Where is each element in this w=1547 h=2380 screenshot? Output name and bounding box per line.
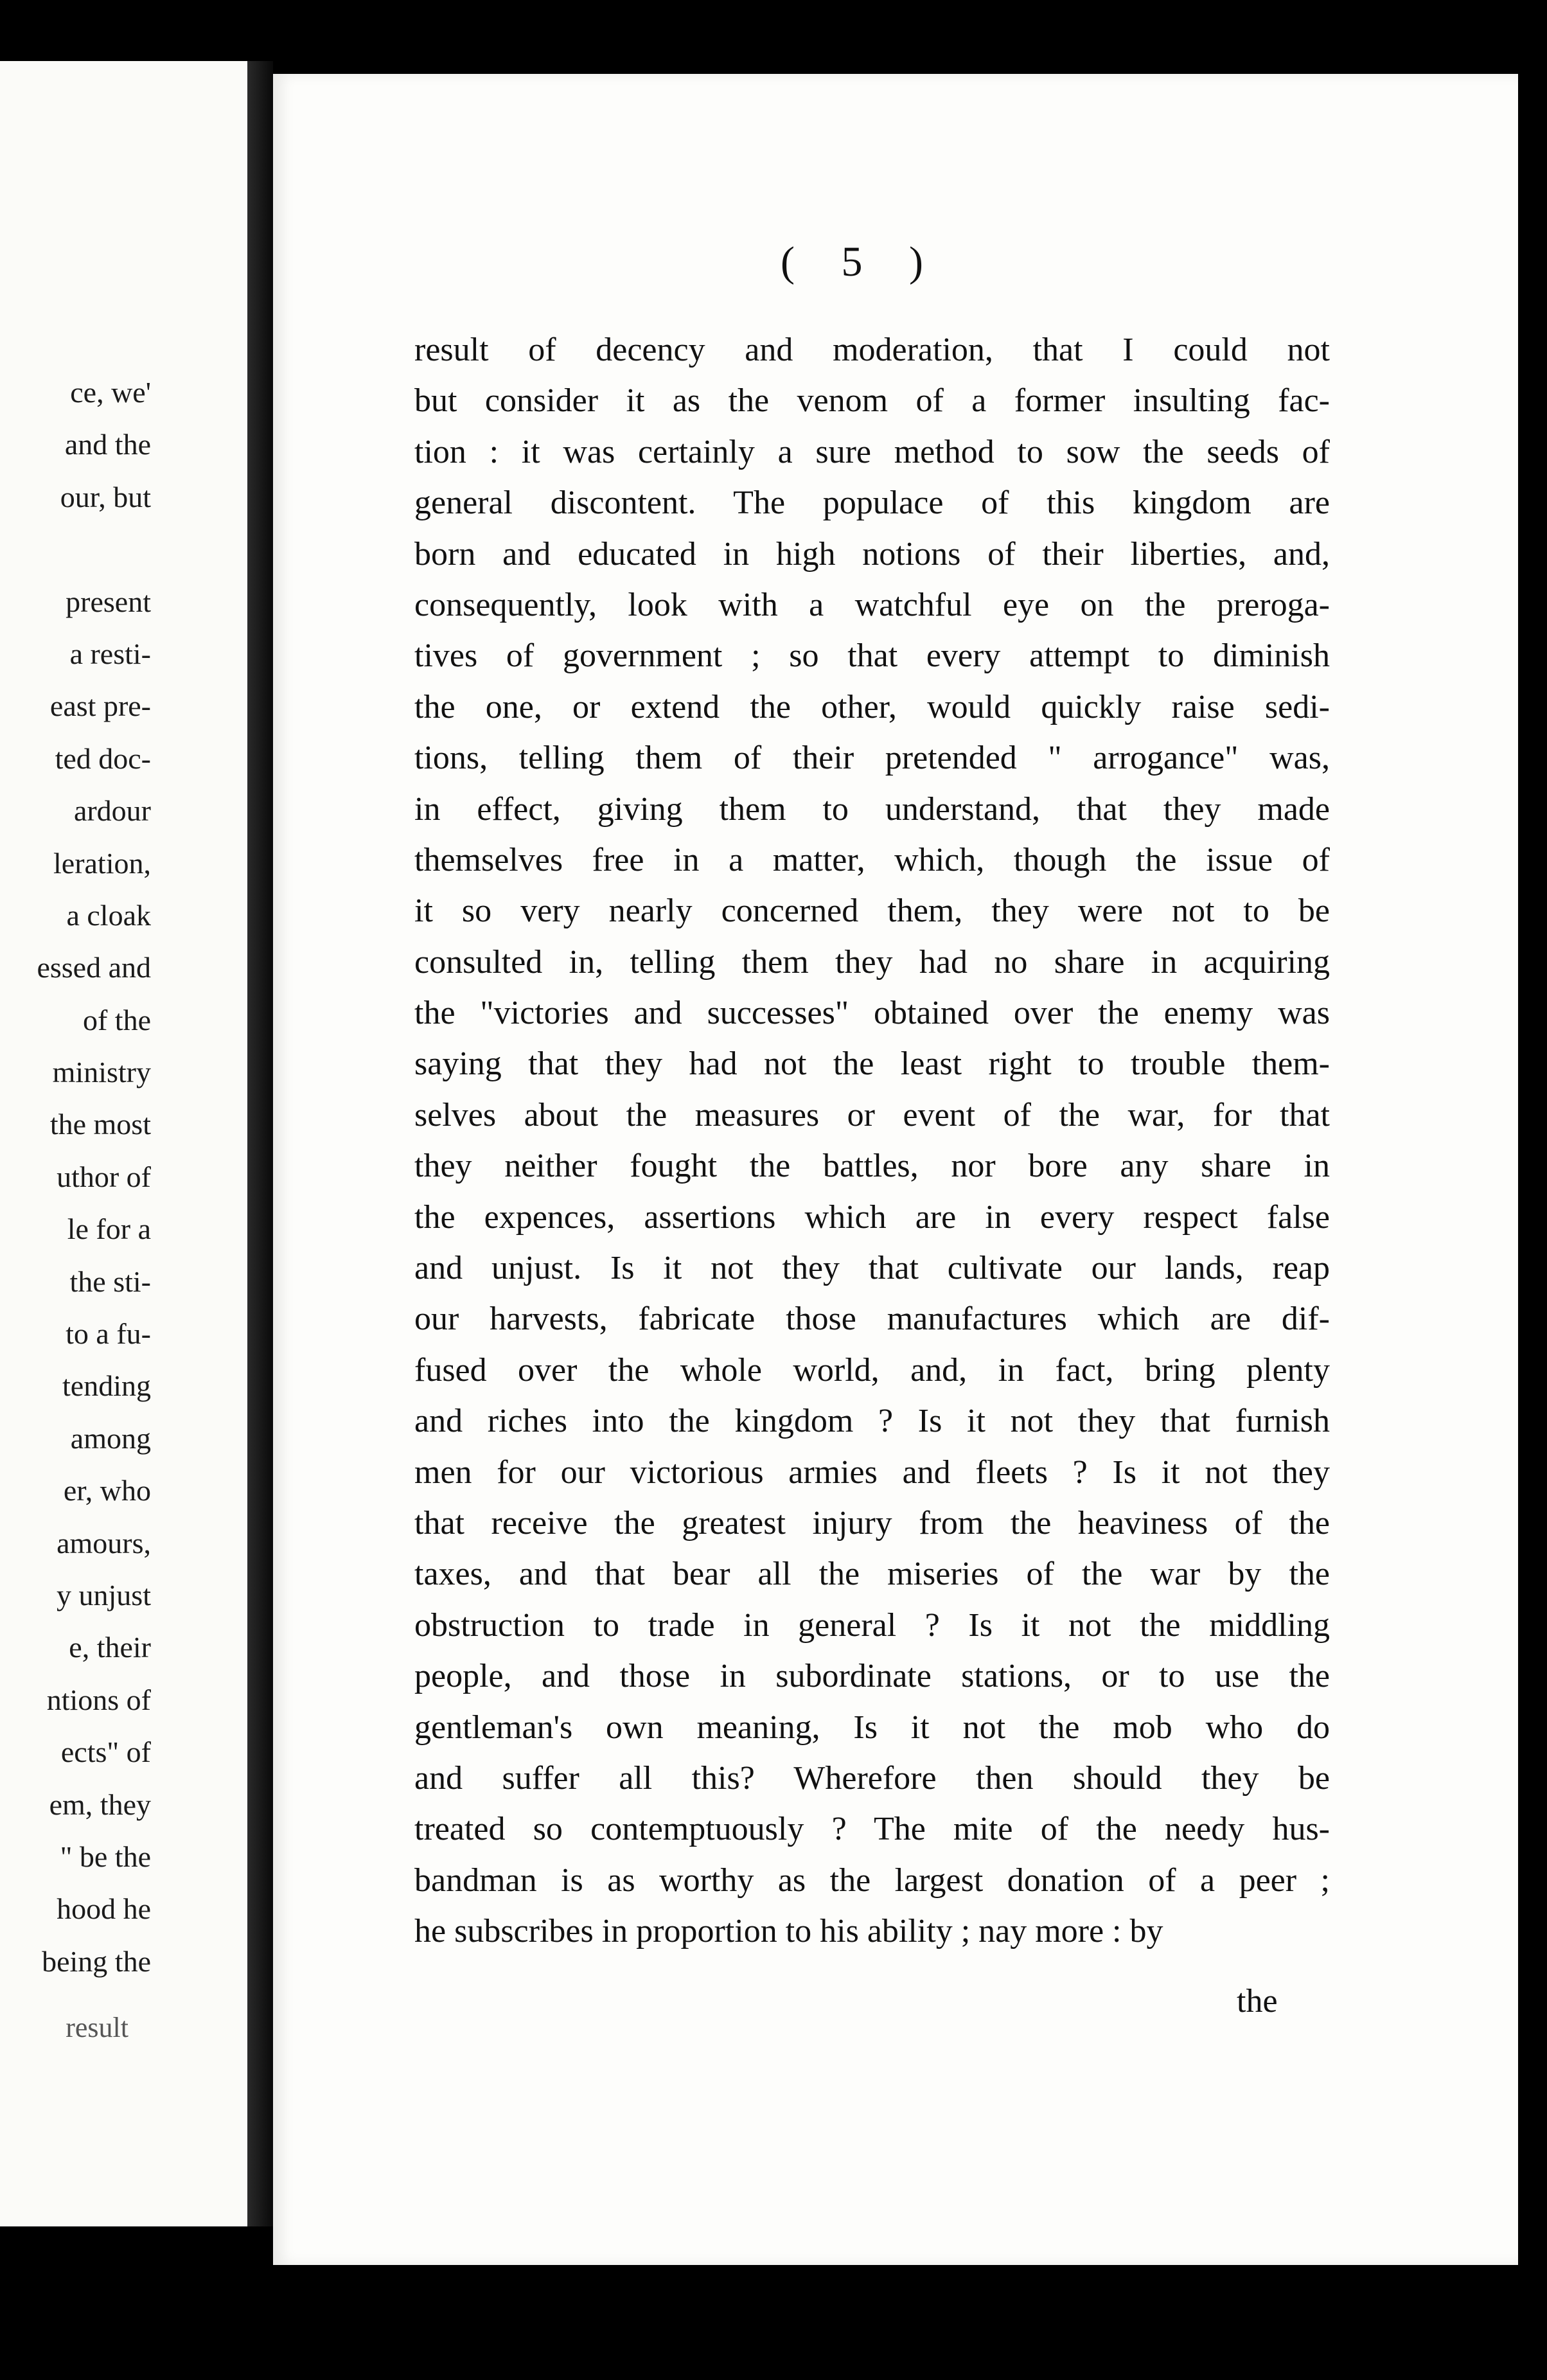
previous-page-line: of the [82, 1003, 151, 1036]
previous-page-line: uthor of [57, 1160, 151, 1193]
previous-page-line: a cloak [66, 898, 151, 932]
book-gutter [247, 61, 273, 2226]
text-line: treated so contemptuously ? The mite of the needy hus- [414, 1811, 1330, 1848]
text-line: consequently, look with a watchful eye on the preroga- [414, 586, 1330, 623]
catchword: the [1237, 1983, 1278, 2020]
previous-page-line: among [70, 1421, 151, 1455]
previous-page-line: ce, we' [70, 376, 151, 409]
text-line: they neither fought the battles, nor bore any share in [414, 1148, 1330, 1185]
previous-page-line: ntions of [46, 1683, 151, 1716]
previous-page-catchword: result [66, 2012, 128, 2043]
previous-page-line [0, 523, 151, 575]
text-line: taxes, and that bear all the miseries of the war by the [414, 1556, 1330, 1593]
text-line: tives of government ; so that every attempt to diminish [414, 637, 1330, 675]
previous-page-line: essed and [37, 951, 151, 984]
previous-page-line: the most [49, 1108, 151, 1141]
previous-page-line: er, who [63, 1474, 151, 1507]
text-line: obstruction to trade in general ? Is it not the middling [414, 1606, 1330, 1644]
text-line: born and educated in high notions of their liberties, and, [414, 535, 1330, 573]
previous-page-line: a resti- [69, 637, 151, 670]
text-line: the "victories and successes" obtained over the enemy was [414, 995, 1330, 1032]
text-line: men for our victorious armies and fleets ? Is it not they [414, 1453, 1330, 1491]
text-line: people, and those in subordinate stations, or to use the [414, 1658, 1330, 1695]
previous-page-line: present [66, 585, 151, 618]
text-line: gentleman's own meaning, Is it not the mob who do [414, 1709, 1330, 1746]
text-line: our harvests, fabricate those manufactures which are dif- [414, 1301, 1330, 1338]
text-line: and suffer all this? Wherefore then should they be [414, 1759, 1330, 1797]
previous-page-line: and the [64, 428, 151, 461]
previous-page [0, 61, 251, 2226]
text-line: tion : it was certainly a sure method to sow the seeds of [414, 433, 1330, 470]
text-line: consulted in, telling them they had no share in acquiring [414, 943, 1330, 981]
text-line: and unjust. Is it not they that cultivate our lands, reap [414, 1250, 1330, 1287]
previous-page-line: hood he [57, 1892, 151, 1926]
previous-page-line: ministry [52, 1056, 151, 1089]
previous-page-line: our, but [60, 480, 151, 513]
previous-page-line: ects" of [60, 1736, 151, 1769]
text-line: general discontent. The populace of this kingdom are [414, 484, 1330, 522]
previous-page-line: tending [62, 1369, 151, 1403]
previous-page-line: le for a [67, 1212, 151, 1246]
previous-page-line: to a fu- [66, 1317, 151, 1351]
text-line: fused over the whole world, and, in fact, bring plenty [414, 1351, 1330, 1389]
text-line: in effect, giving them to understand, that they made [414, 790, 1330, 828]
previous-page-text [0, 366, 151, 1987]
previous-page-line: leration, [53, 846, 151, 880]
text-line: that receive the greatest injury from the heaviness of the [414, 1504, 1330, 1541]
text-line: saying that they had not the least right to trouble them- [414, 1045, 1330, 1083]
body-text [414, 324, 1330, 1957]
previous-page-line: ardour [73, 794, 151, 828]
text-line: it so very nearly concerned them, they were not to be [414, 892, 1330, 930]
text-line: the one, or extend the other, would quickly raise sedi- [414, 688, 1330, 725]
text-line: selves about the measures or event of the war, for that [414, 1096, 1330, 1133]
text-line: themselves free in a matter, which, though the issue of [414, 841, 1330, 878]
text-line: tions, telling them of their pretended " arrogance" was, [414, 740, 1330, 777]
text-line: but consider it as the venom of a former insulting fac- [414, 382, 1330, 420]
previous-page-line: ted doc- [55, 742, 151, 775]
text-line: bandman is as worthy as the largest donation of a peer ; [414, 1861, 1330, 1899]
text-line: and riches into the kingdom ? Is it not they that furnish [414, 1403, 1330, 1440]
previous-page-line: em, they [49, 1788, 151, 1821]
previous-page-line: amours, [57, 1526, 151, 1559]
previous-page-line: the sti- [69, 1265, 151, 1298]
previous-page-line: y unjust [57, 1578, 151, 1612]
previous-page-line: " be the [60, 1840, 151, 1873]
previous-page-line: being the [42, 1944, 151, 1978]
previous-page-line: east pre- [49, 689, 151, 723]
previous-page-line: e, their [69, 1631, 151, 1664]
text-line: he subscribes in proportion to his ability ; nay more : by [414, 1913, 1163, 1950]
text-line: result of decency and moderation, that I could not [414, 332, 1330, 368]
text-line: the expences, assertions which are in every respect false [414, 1198, 1330, 1236]
page-number: ( 5 ) [781, 238, 941, 285]
